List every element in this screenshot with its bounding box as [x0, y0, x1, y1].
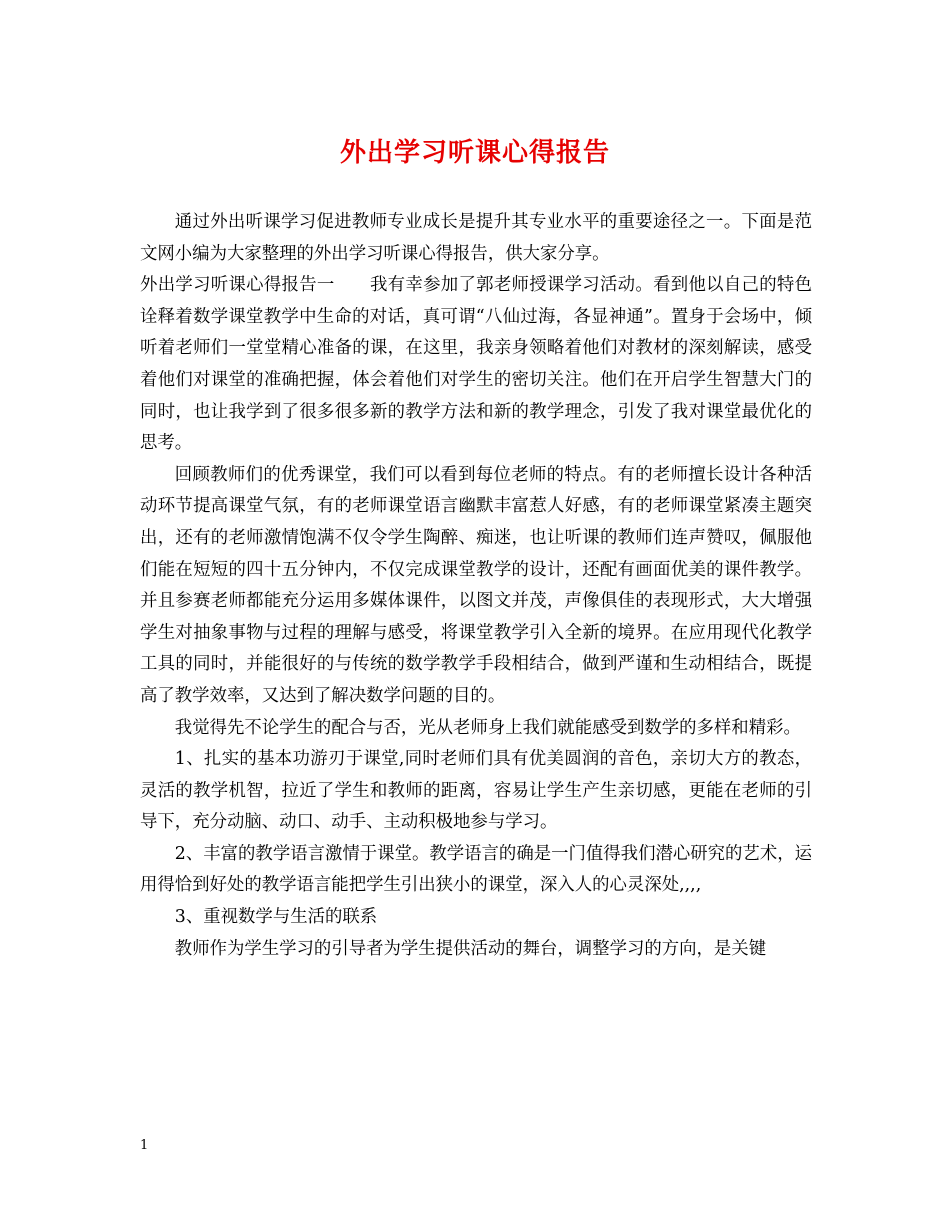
paragraph-feeling: 我觉得先不论学生的配合与否，光从老师身上我们就能感受到数学的多样和精彩。	[174, 717, 801, 738]
paragraph-point-2: 2、丰富的教学语言激情于课堂。教学语言的确是一门值得我们潜心研究的艺术，运用得恰到好处的教学语言能把学生引出狭小的课堂，深入人的心灵深处,,,,	[140, 843, 812, 896]
paragraph-intro: 通过外出听课学习促进教师专业成长是提升其专业水平的重要途径之一。下面是范文网小编为大家整理的外出学习听课心得报告，供大家分享。	[140, 212, 812, 264]
document-body	[140, 207, 812, 965]
paragraph-point-3: 3、重视数学与生活的联系	[174, 907, 378, 928]
page-number: 1	[140, 1138, 149, 1153]
document-title: 外出学习听课心得报告	[339, 138, 610, 168]
paragraph-teacher-role: 教师作为学生学习的引导者为学生提供活动的舞台，调整学习的方向，是关键	[174, 938, 767, 959]
paragraph-review: 回顾教师们的优秀课堂，我们可以看到每位老师的特点。有的老师擅长设计各种活动环节提高课堂气氛，有的老师课堂语言幽默丰富惹人好感，有的老师课堂紧凑主题突出，还有的老师激情饱满不仅令学生陶醉、痴迷，也让听课的教师们连声赞叹，佩服他们能在短短的四十五分钟内，不仅完成课堂教学的设计，还配有画面优美的课件教学。并且参赛老师都能充分运用多媒体课件，以图文并茂，声像俱佳的表现形式，大大增强学生对抽象事物与过程的理解与感受，将课堂教学引入全新的境界。在应用现代化教学工具的同时，并能很好的与传统的数学教学手段相结合，做到严谨和生动相结合，既提高了教学效率，又达到了解决数学问题的目的。	[140, 464, 812, 706]
paragraph-report-one: 外出学习听课心得报告一 我有幸参加了郭老师授课学习活动。看到他以自己的特色诠释着数学课堂教学中生命的对话，真可谓“八仙过海，各显神通”。置身于会场中，倾听着老师们一堂堂精心准备的课，在这里，我亲身领略着他们对教材的深刻解读，感受着他们对课堂的准确把握，体会着他们对学生的密切关注。他们在开启学生智慧大门的同时，也让我学到了很多很多新的教学方法和新的教学理念，引发了我对课堂最优化的思考。	[140, 275, 812, 454]
paragraph-point-1: 1、扎实的基本功游刃于课堂,同时老师们具有优美圆润的音色，亲切大方的教态，灵活的教学机智，拉近了学生和教师的距离，容易让学生产生亲切感，更能在老师的引导下，充分动脑、动口、动手、主动积极地参与学习。	[140, 749, 812, 833]
